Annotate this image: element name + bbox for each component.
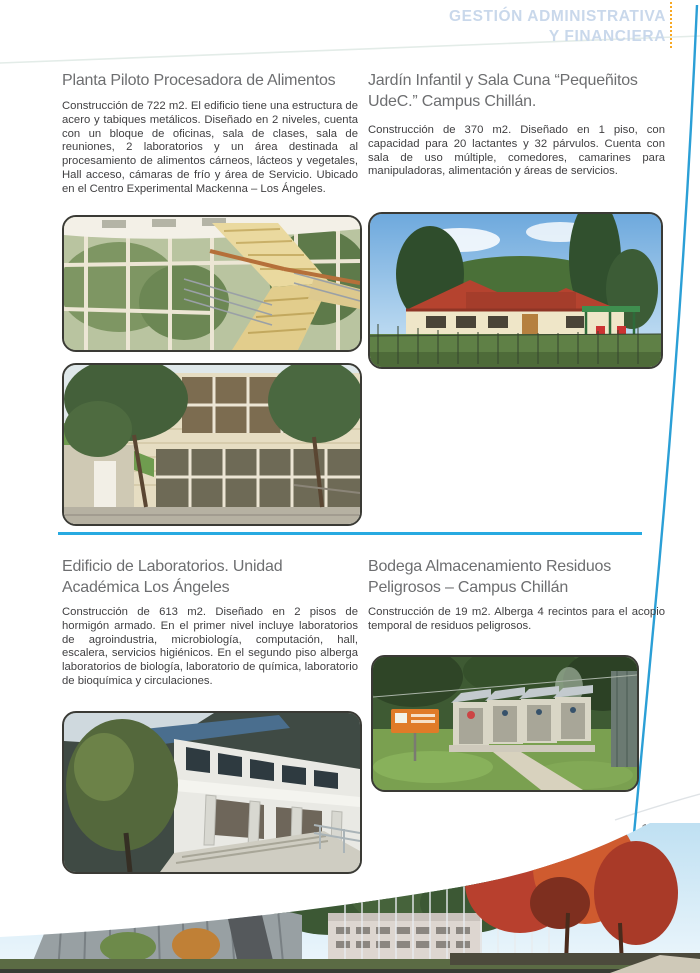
- photo-staircase-interior: [62, 215, 362, 352]
- section-title-jardin-infantil: Jardín Infantil y Sala Cuna “Pequeñitos UdeC.” Campus Chillán.: [368, 72, 638, 110]
- staircase-illustration: [64, 217, 360, 350]
- section-body-planta-piloto: Construcción de 722 m2. El edificio tiene una estructura de acero y tabiques metálicos. Diseñado en 2 niveles, cuenta con un bloque de oficinas, sala de clases, sala de reuniones, 2 laboratorios y un área destinada al procesamiento de alimentos cárneos, lácteos y vegetales, Hall acceso, cámaras de frío y área de Servicio. Ubicado en el Centro Experimental Mackenna – Los Ángeles.: [62, 100, 358, 195]
- photo-jardin-infantil: [368, 212, 663, 369]
- section-divider-rule: [58, 532, 642, 535]
- facade-illustration: [64, 365, 360, 524]
- section-body-jardin-infantil: Construcción de 370 m2. Diseñado en 1 piso, con capacidad para 20 lactantes y 32 párvulos. Cuenta con sala de uso múltiple, comedores, camarines para manipuladoras, alimentación y áreas de servicios.: [368, 124, 665, 178]
- photo-campus-panorama: [0, 823, 700, 973]
- header-line-2: Y FINANCIERA: [548, 28, 666, 45]
- header-line-1: GESTIÓN ADMINISTRATIVA: [449, 8, 666, 25]
- section-title-planta-piloto: Planta Piloto Procesadora de Alimentos: [62, 72, 336, 89]
- section-body-edificio-laboratorios: Construcción de 613 m2. Diseñado en 2 pisos de hormigón armado. En el primer nivel incluye laboratorios de agroindustria, microbiología, computación, hall, escalera, servicios higiénicos. En el segundo piso alberga laboratorios de biología, laboratorio de química, laboratorio de bioquímica y circulaciones.: [62, 606, 358, 687]
- section-title-edificio-laboratorios: Edificio de Laboratorios. Unidad Académica Los Ángeles: [62, 558, 283, 596]
- section-title-bodega-residuos: Bodega Almacenamiento Residuos Peligrosos – Campus Chillán: [368, 558, 612, 596]
- section-body-bodega-residuos: Construcción de 19 m2. Alberga 4 recintos para el acopio temporal de residuos peligrosos.: [368, 606, 665, 632]
- house-illustration: [370, 214, 661, 367]
- photo-bodega-residuos: [371, 655, 639, 792]
- page-header: [266, 7, 666, 47]
- orange-dotted-rule: [670, 2, 672, 48]
- bodega-illustration: [373, 657, 637, 790]
- photo-building-facade: [62, 363, 362, 526]
